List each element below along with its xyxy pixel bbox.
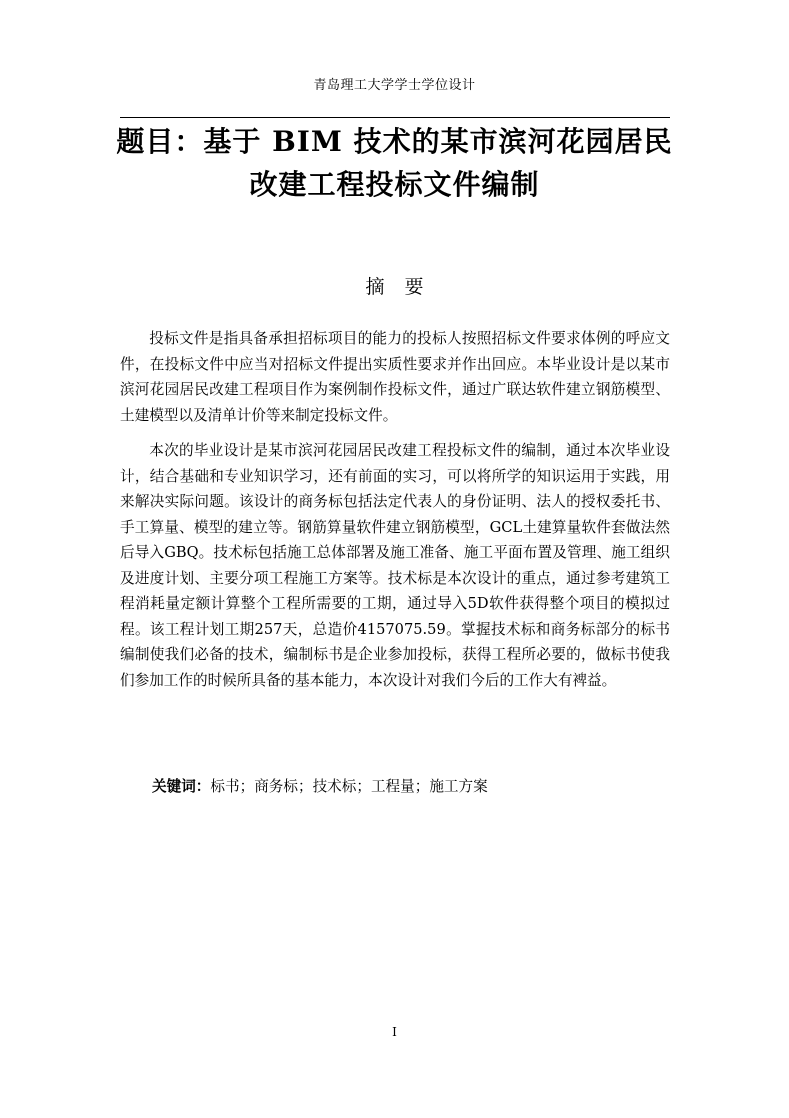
- abstract-paragraph-1: 投标文件是指具备承担招标项目的能力的投标人按照招标文件要求体例的呼应文件，在投标文件中应当对招标文件提出实质性要求并作出回应。本毕业设计是以某市滨河花园居民改建工程项目作为案例制作投标文件，通过广联达软件建立钢筋模型、土建模型以及清单计价等来制定投标文件。: [120, 330, 670, 424]
- abstract-body: [120, 326, 670, 703]
- thesis-title: [100, 120, 689, 206]
- keywords-line: [152, 775, 672, 799]
- page-number: I: [392, 1025, 397, 1039]
- running-header: 青岛理工大学学士学位设计: [313, 78, 476, 93]
- keywords-list: 标书；商务标；技术标；工程量；施工方案: [210, 778, 488, 795]
- abstract-heading: 摘要: [365, 276, 444, 298]
- thesis-title-line-1: 题目：基于 BIM 技术的某市滨河花园居民: [116, 125, 673, 158]
- keywords-separator: ：: [195, 778, 211, 795]
- abstract-paragraph-2: 本次的毕业设计是某市滨河花园居民改建工程投标文件的编制，通过本次毕业设计，结合基础和专业知识学习，还有前面的实习，可以将所学的知识运用于实践，用来解决实际问题。该设计的商务标包括法定代表人的身份证明、法人的授权委托书、手工算量、模型的建立等。钢筋算量软件建立钢筋模型，GCL土建算量软件套做法然后导入GBQ。技术标包括施工总体部署及施工准备、施工平面布置及管理、施工组织及进度计划、主要分项工程施工方案等。技术标是本次设计的重点，通过参考建筑工程消耗量定额计算整个工程所需要的工期，通过导入5D软件获得整个项目的模拟过程。该工程计划工期257天，总造价4157075.59。掌握技术标和商务标部分的标书编制使我们必备的技术，编制标书是企业参加投标，获得工程所必要的，做标书使我们参加工作的时候所具备的基本能力，本次设计对我们今后的工作大有裨益。: [120, 442, 670, 689]
- header-divider: [120, 117, 670, 118]
- keywords-label: 关键词: [152, 778, 196, 795]
- thesis-title-line-2: 改建工程投标文件编制: [249, 168, 540, 201]
